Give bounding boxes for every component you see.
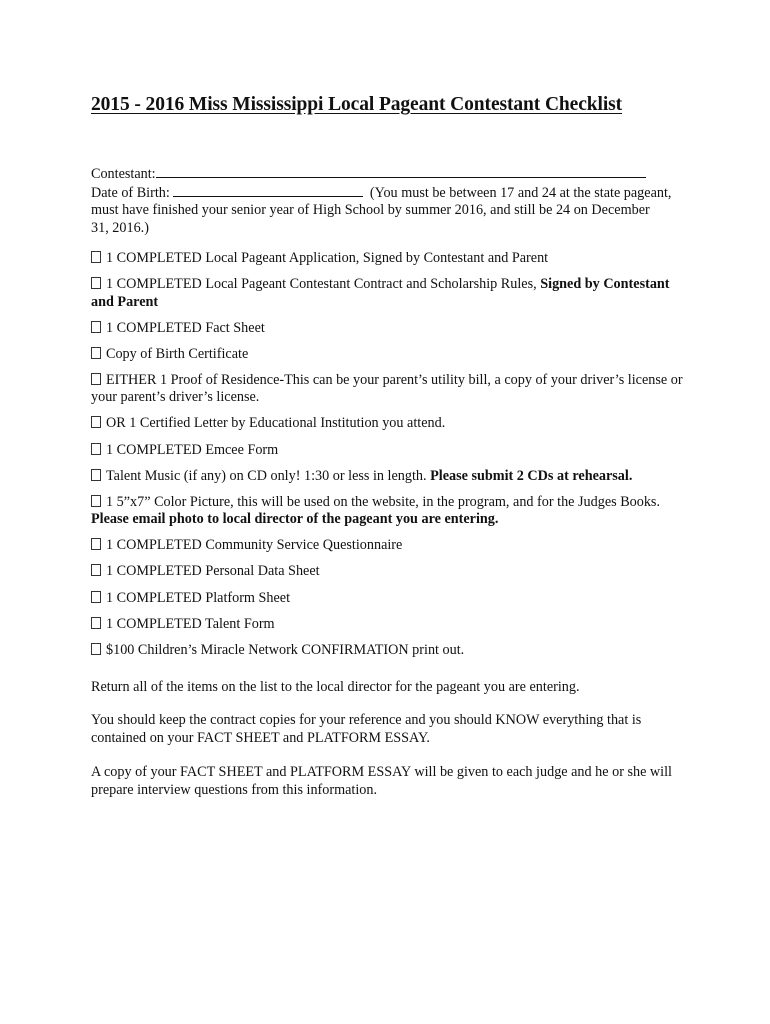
checkbox-icon — [91, 416, 101, 428]
checkbox-icon — [91, 347, 101, 359]
page-title: 2015 - 2016 Miss Mississippi Local Pageant Contestant Checklist — [91, 94, 623, 115]
checklist-item: 1 5”x7” Color Picture, this will be used on the website, in the program, and for the Judges Books. Please email photo to local director of the pageant you are entering. — [91, 493, 661, 528]
checklist-item: Talent Music (if any) on CD only! 1:30 or less in length. Please submit 2 CDs at rehearsal. — [91, 468, 691, 486]
checkbox-icon — [91, 469, 101, 481]
dob-row — [91, 184, 686, 203]
checkbox-icon — [91, 373, 101, 385]
contestant-label: Contestant: — [91, 166, 156, 182]
dob-blank-line — [173, 184, 363, 197]
dob-note-line3: 31, 2016.) — [91, 219, 149, 236]
checklist-item: 1 COMPLETED Fact Sheet — [91, 320, 691, 338]
contestant-info — [91, 165, 686, 237]
dob-label: Date of Birth: — [91, 184, 170, 201]
checkbox-icon — [91, 617, 101, 629]
return-instructions: Return all of the items on the list to the local director for the pageant you are entering. — [91, 679, 580, 695]
dob-note-line2: must have finished your senior year of High School by summer 2016, and still be 24 on December — [91, 202, 650, 218]
checklist-item: $100 Children’s Miracle Network CONFIRMATION print out. — [91, 642, 691, 660]
checklist-item: 1 COMPLETED Local Pageant Application, Signed by Contestant and Parent — [91, 250, 691, 268]
checklist-item: EITHER 1 Proof of Residence-This can be your parent’s utility bill, a copy of your driver’s license or your parent’s driver’s license. — [91, 371, 683, 406]
checklist-item: OR 1 Certified Letter by Educational Institution you attend. — [91, 415, 691, 433]
checkbox-icon — [91, 277, 101, 289]
contestant-blank-line — [156, 165, 646, 178]
contract-copies-note: You should keep the contract copies for your reference and you should KNOW everything that is contained on your FACT SHEET and PLATFORM ESSAY. — [91, 712, 642, 746]
checkbox-icon — [91, 564, 101, 576]
checkbox-icon — [91, 495, 101, 507]
checkbox-icon — [91, 251, 101, 263]
dob-note-line1: (You must be between 17 and 24 at the state pageant, — [369, 184, 672, 201]
checklist-item: 1 COMPLETED Platform Sheet — [91, 590, 691, 608]
contestant-row — [91, 165, 686, 184]
checklist-item: 1 COMPLETED Emcee Form — [91, 442, 691, 460]
judges-note: A copy of your FACT SHEET and PLATFORM ESSAY will be given to each judge and he or she will prepare interview questions from this information. — [91, 764, 672, 798]
checklist-item: 1 COMPLETED Talent Form — [91, 616, 691, 634]
checkbox-icon — [91, 591, 101, 603]
checkbox-icon — [91, 643, 101, 655]
checkbox-icon — [91, 538, 101, 550]
checkbox-icon — [91, 321, 101, 333]
checklist-item: 1 COMPLETED Community Service Questionnaire — [91, 537, 691, 555]
checklist — [91, 250, 691, 668]
checklist-item: 1 COMPLETED Local Pageant Contestant Contract and Scholarship Rules, Signed by Contestant and Parent — [91, 276, 670, 310]
checklist-item: 1 COMPLETED Personal Data Sheet — [91, 563, 691, 581]
checkbox-icon — [91, 443, 101, 455]
checklist-item: Copy of Birth Certificate — [91, 346, 691, 364]
